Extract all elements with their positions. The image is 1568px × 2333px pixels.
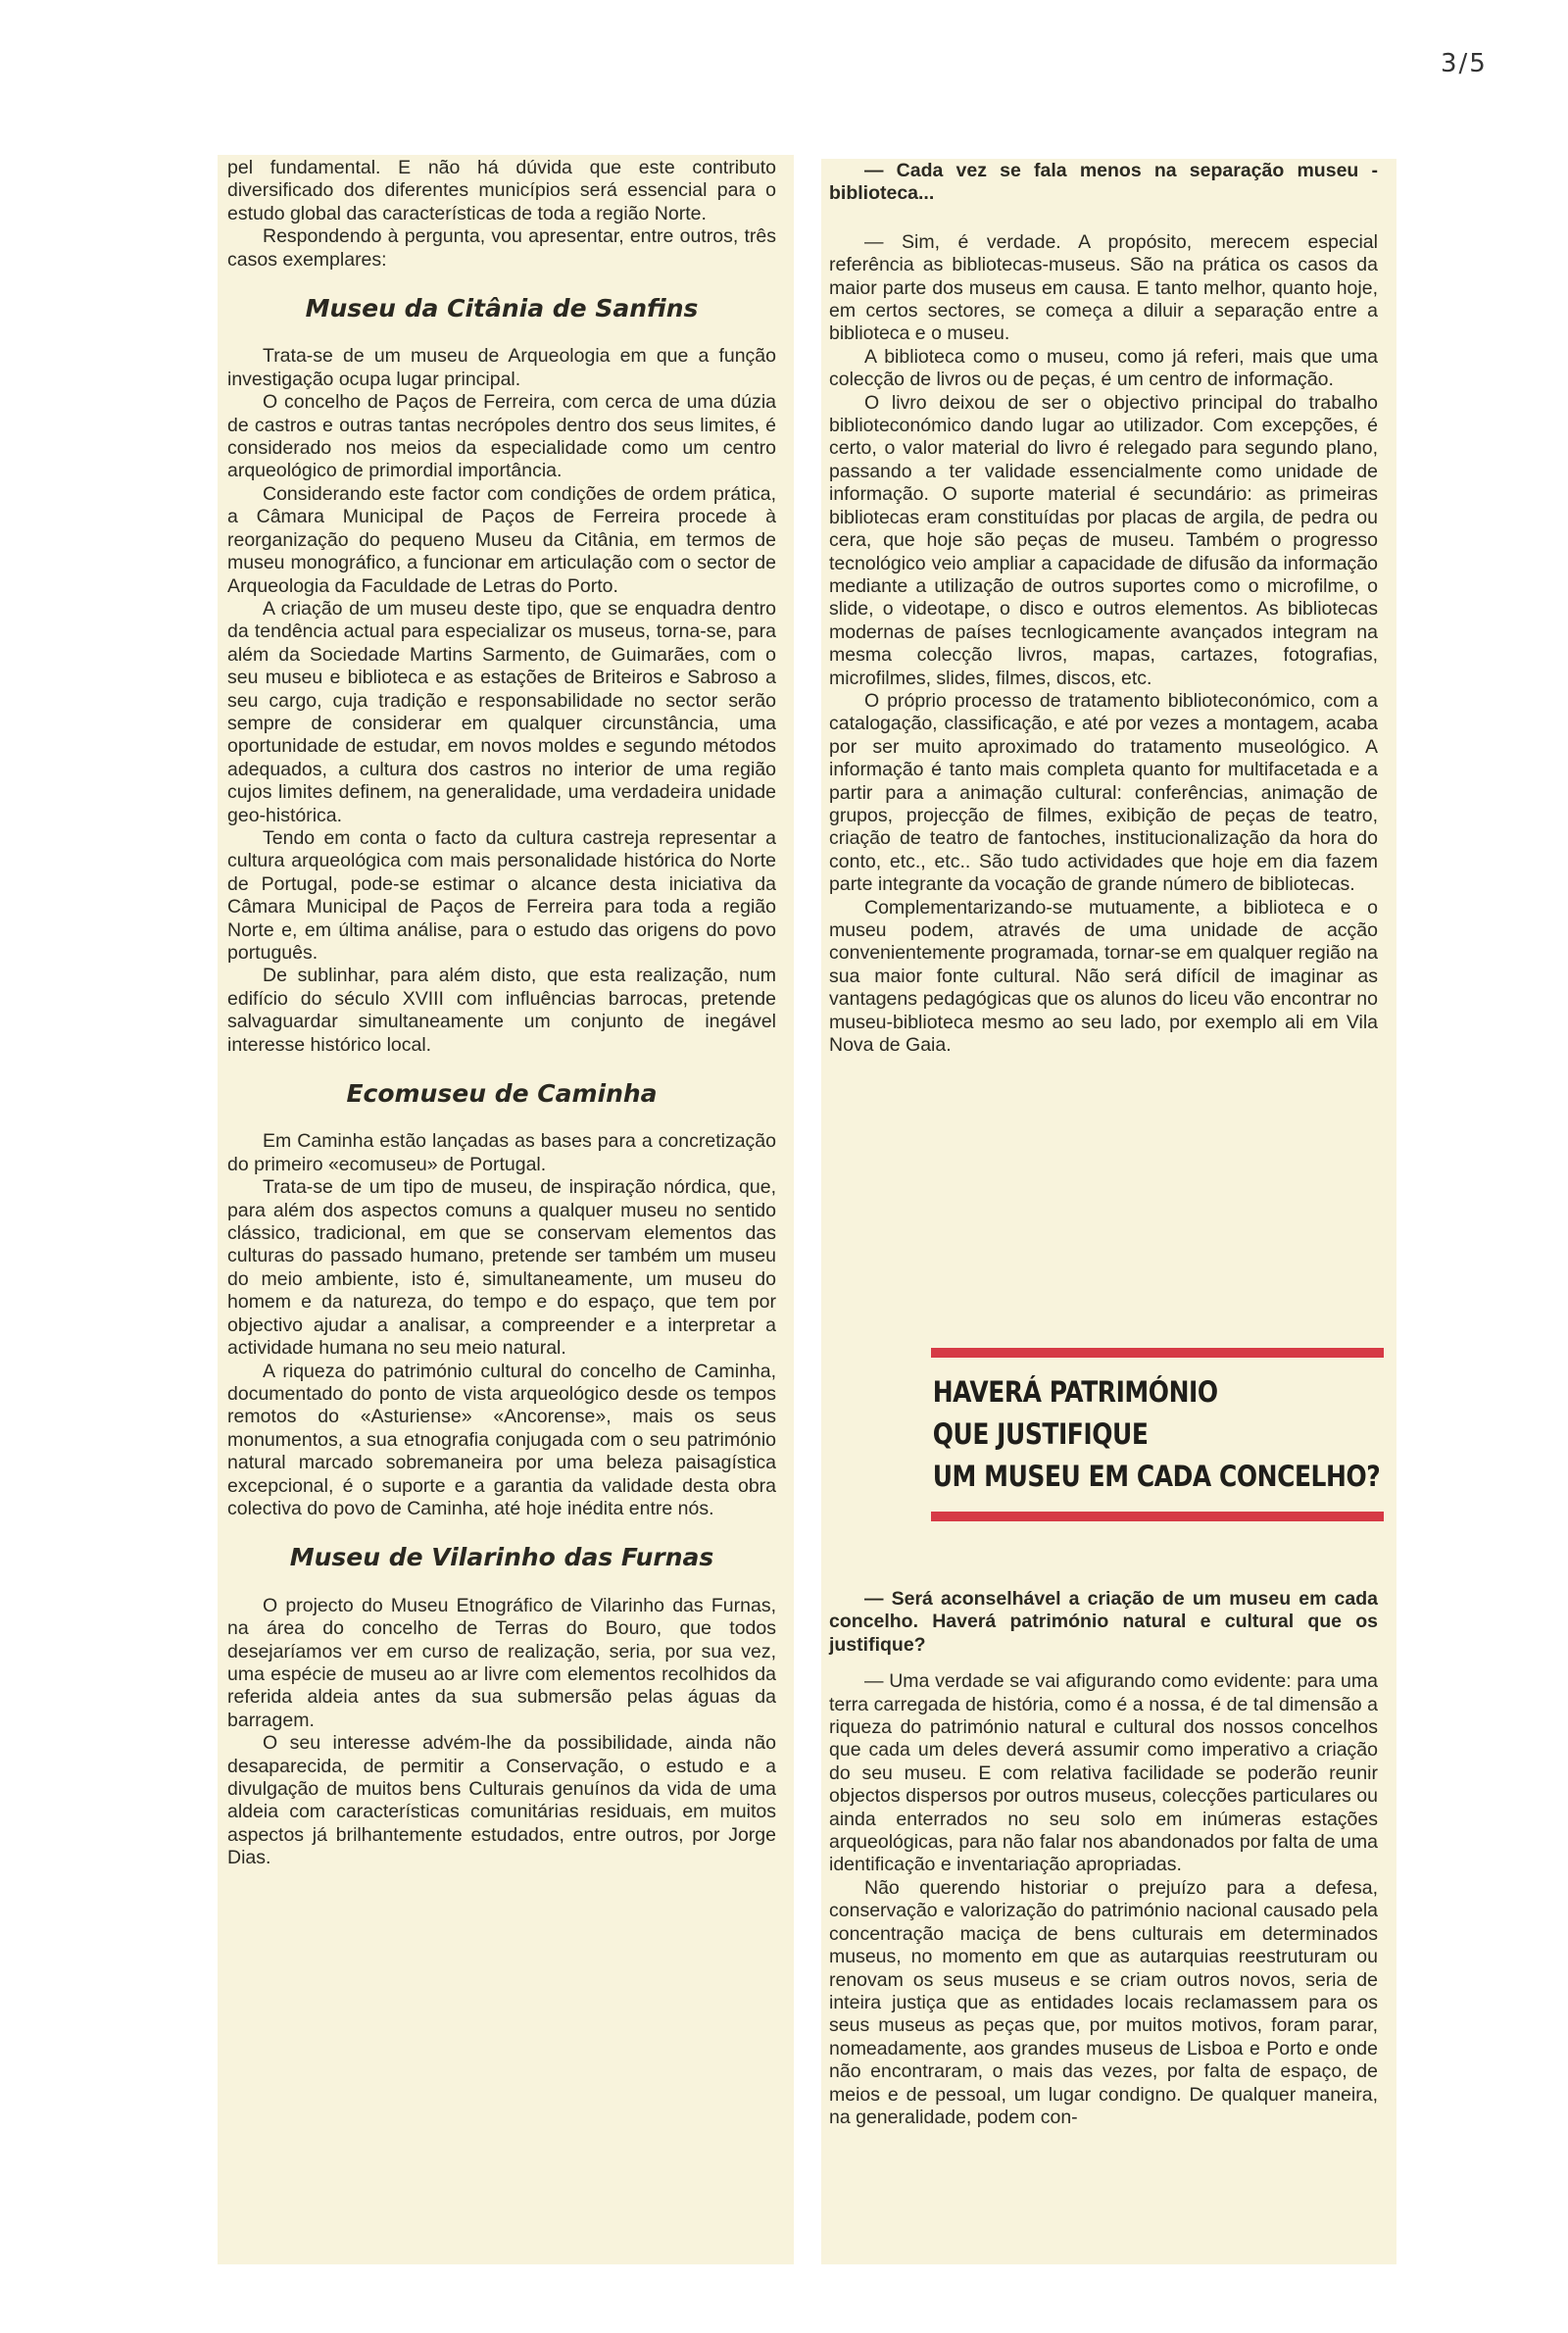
body-paragraph: A criação de um museu deste tipo, que se enquadra dentro da tendência actual para especializar os museus, torna-se, para além da Sociedade Martins Sarmento, de Guimarães, com o seu museu e biblioteca e as estações de Briteiros e Sabroso a seu cargo, cuja tradição e responsabilidade no sector serão sempre de considerar em qualquer circunstância, uma oportunidade de estudar, em novos moldes e segundo métodos adequados, a cultura dos castros no interior de uma região cujos limites definem, na generalidade, uma verdadeira unidade geo-histórica. [227,597,776,826]
page-number: 3/5 [1441,49,1488,78]
body-paragraph: A riqueza do património cultural do concelho de Caminha, documentado do ponto de vista arqueológico desde os tempos remotos do «Asturiense» «Ancorense», mais os seus monumentos, a sua etnografia conjugada com o seu património natural marcado sobremaneira por uma beleza paisagística excepcional, é o suporte e a garantia da validade desta obra colectiva do povo de Caminha, até hoje inédita entre nós. [227,1360,776,1519]
body-paragraph: Considerando este factor com condições de ordem prática, a Câmara Municipal de Paços de Ferreira procede à reorganização do pequeno Museu da Citânia, em termos de museu monográfico, a funcionar em articulação com o sector de Arqueologia da Faculdade de Letras do Porto. [227,482,776,597]
body-paragraph: Trata-se de um museu de Arqueologia em que a função investigação ocupa lugar principal. [227,345,776,390]
intro-paragraph: Respondendo à pergunta, vou apresentar, entre outros, três casos exemplares: [227,225,776,271]
headline-line: HAVERÁ PATRIMÓNIO [932,1375,1218,1409]
boxed-headline [931,1348,1384,1521]
interview-question: — Cada vez se fala menos na separação museu - biblioteca... [829,160,1378,205]
headline-top-rule [931,1348,1384,1358]
interview-answer: O próprio processo de tratamento biblioteconómico, com a catalogação, classificação, e até por vezes a montagem, acaba por ser muito aproximado do tratamento museológico. A informação é tanto mais completa quanto for multifacetada e a partir para a animação cultural: conferências, animação de grupos, projecção de filmes, exibição de peças de teatro, criação de teatro de fantoches, institucionalização da hora do conto, etc., etc.. São tudo actividades que hoje em dia fazem parte integrante da vocação de grande número de bibliotecas. [829,689,1378,896]
interview-answer: — Uma verdade se vai afigurando como evidente: para uma terra carregada de história, como é a nossa, é de tal dimensão a riqueza do património natural e cultural dos nossos concelhos que cada um deles deverá assumir como imperativo a criação do seu museu. E com relativa facilidade se poderão reunir objectos dispersos por outros museus, colecções particulares ou ainda enterrados no seu solo em inúmeras estações arqueológicas, para não falar nos abandonados por falta de uma identificação e inventariação apropriadas. [829,1670,1378,1876]
section-heading-citania: Museu da Citânia de Sanfins [305,294,699,323]
interview-answer: O livro deixou de ser o objectivo principal do trabalho biblioteconómico dando lugar ao utilizador. Com excepções, é certo, o valor material do livro é relegado para segundo plano, passando a ter validade essencialmente como unidade de informação. O suporte material é secundário: as primeiras bibliotecas eram constituídas por placas de argila, de pedra ou cera, que hoje são peças de museu. Também o progresso tecnológico veio ampliar a capacidade de difusão da informação mediante a utilização de outros suportes como o microfilme, o slide, o videotape, o disco e outros elementos. As bibliotecas modernas de países tecnlogicamente avançados integram na mesma colecção livros, mapas, cartazes, fotografias, microfilmes, slides, filmes, discos, etc. [829,391,1378,689]
interview-answer: Complementarizando-se mutuamente, a biblioteca e o museu podem, através de uma unidade de acção convenientemente programada, tornar-se em qualquer região na sua maior fonte cultural. Não será difícil de imaginar as vantagens pedagógicas que os alunos do liceu vão encontrar no museu-biblioteca mesmo ao seu lado, por exemplo ali em Vila Nova de Gaia. [829,896,1378,1057]
headline-line: QUE JUSTIFIQUE [932,1417,1149,1451]
right-column-lower [829,1588,1378,2129]
interview-answer: A biblioteca como o museu, como já referi, mais que uma colecção de livros ou de peças, é um centro de informação. [829,345,1378,391]
intro-paragraph: pel fundamental. E não há dúvida que este contributo diversificado dos diferentes municípios será essencial para o estudo global das características de toda a região Norte. [227,157,776,224]
body-paragraph: O projecto do Museu Etnográfico de Vilarinho das Furnas, na área do concelho de Terras do Bouro, que todos desejaríamos ver em curso de realização, seria, por sua vez, uma espécie de museu ao ar livre com elementos recolhidos da referida aldeia antes da sua submersão pelas águas da barragem. [227,1594,776,1731]
left-column [227,157,776,1870]
section-heading-vilarinho: Museu de Vilarinho das Furnas [289,1543,714,1572]
body-paragraph: Trata-se de um tipo de museu, de inspiração nórdica, que, para além dos aspectos comuns a qualquer museu no sentido clássico, tradicional, em que se conservam elementos das culturas do passado humano, pretende ser também um museu do meio ambiente, isto é, simultaneamente, um museu do homem e da natureza, do tempo e do espaço, que tem por objectivo ajudar a analisar, a compreender e a interpretar a actividade humana no seu meio natural. [227,1176,776,1360]
right-column-upper [829,160,1378,1057]
headline-bottom-rule [931,1512,1384,1521]
body-paragraph: O seu interesse advém-lhe da possibilidade, ainda não desaparecida, de permitir a Conservação, o estudo e a divulgação de muitos bens Culturais genuínos da vida de uma aldeia com características comunitárias residuais, em muitos aspectos já brilhantemente estudados, entre outros, por Jorge Dias. [227,1732,776,1869]
interview-question: — Será aconselhável a criação de um museu em cada concelho. Haverá património natural e cultural que os justifique? [829,1588,1378,1656]
body-paragraph: O concelho de Paços de Ferreira, com cerca de uma dúzia de castros e outras tantas necrópoles dentro dos seus limites, é considerado nos meios da especialidade como um centro arqueológico de primordial importância. [227,391,776,482]
headline-line: UM MUSEU EM CADA CONCELHO? [932,1460,1381,1493]
body-paragraph: De sublinhar, para além disto, que esta realização, num edifício do século XVIII com influências barrocas, pretende salvaguardar simultaneamente um conjunto de inegável interesse histórico local. [227,965,776,1056]
body-paragraph: Tendo em conta o facto da cultura castreja representar a cultura arqueológica com mais personalidade histórica do Norte de Portugal, pode-se estimar o alcance desta iniciativa da Câmara Municipal de Paços de Ferreira para toda a região Norte e, em última análise, para o estudo das origens do povo português. [227,826,776,964]
headline-title [931,1358,1381,1512]
section-heading-ecomuseu: Ecomuseu de Caminha [346,1079,658,1109]
interview-answer: Não querendo historiar o prejuízo para a defesa, conservação e valorização do património nacional causado pela concentração maciça de bens culturais em determinados museus, no momento em que as autarquias reestruturam ou renovam os seus museus e se criam outros novos, seria de inteira justiça que as entidades locais reclamassem para os seus museus as peças que, por muitos motivos, foram parar, nomeadamente, aos grandes museus de Lisboa e Porto e onde não encontraram, o mais das vezes, por falta de espaço, de meios e de pessoal, um lugar condigno. De qualquer maneira, na generalidade, podem con- [829,1876,1378,2128]
body-paragraph: Em Caminha estão lançadas as bases para a concretização do primeiro «ecomuseu» de Portugal. [227,1130,776,1175]
interview-answer: — Sim, é verdade. A propósito, merecem especial referência as bibliotecas-museus. São na prática os casos da maior parte dos museus em causa. E tanto melhor, quanto hoje, em certos sectores, se começa a diluir a separação entre a biblioteca e o museu. [829,230,1378,345]
